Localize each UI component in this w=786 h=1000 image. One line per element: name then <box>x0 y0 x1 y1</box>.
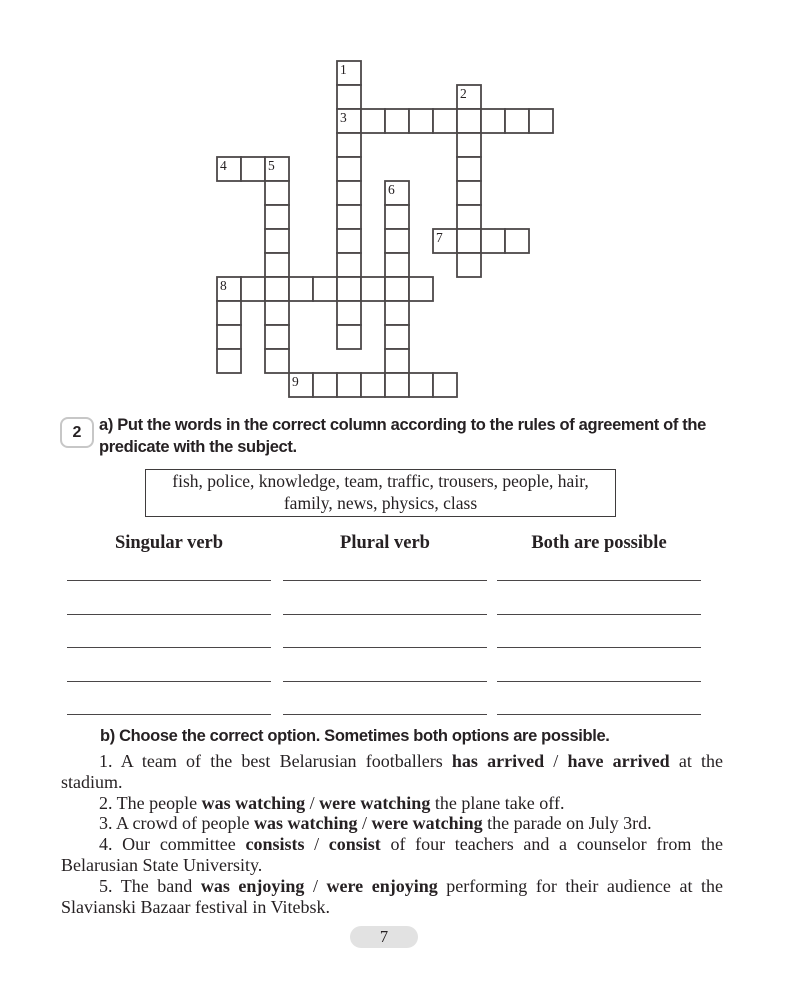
crossword-clue-number: 5 <box>268 158 275 173</box>
blank-line <box>283 647 487 681</box>
sentence-text: at the stadium. <box>61 751 723 792</box>
sentence-text: / <box>305 792 320 813</box>
crossword-cell <box>433 373 457 397</box>
sentence-text: performing for their audience at the Slavianski Bazaar festival in Vitebsk. <box>61 875 723 917</box>
crossword-cell <box>385 253 409 277</box>
page-number-pill <box>350 926 418 948</box>
crossword-cell <box>529 109 553 133</box>
sentence <box>61 876 723 918</box>
crossword-cell <box>457 181 481 205</box>
crossword-cell <box>337 133 361 157</box>
crossword-cell <box>265 349 289 373</box>
blank-lines-singular <box>67 580 271 748</box>
crossword-cell <box>337 205 361 229</box>
sentence-text: 3. A crowd of people <box>99 813 254 834</box>
crossword-cell <box>337 373 361 397</box>
crossword-cell <box>481 229 505 253</box>
crossword-cell <box>481 109 505 133</box>
column-plural-verb <box>283 533 487 748</box>
crossword-clue-number: 1 <box>340 62 347 77</box>
blank-line <box>67 614 271 648</box>
sentence <box>61 751 723 793</box>
blank-line <box>497 580 701 614</box>
crossword-cell <box>337 301 361 325</box>
blank-lines-plural <box>283 580 487 748</box>
verb-option: was enjoying <box>200 875 305 896</box>
crossword-cell <box>265 325 289 349</box>
crossword-cell <box>217 325 241 349</box>
crossword-cell <box>457 205 481 229</box>
sentence-text: of four teachers and a counselor from the Belarusian State University. <box>61 834 723 875</box>
crossword-cell <box>433 109 457 133</box>
crossword-cell <box>265 205 289 229</box>
sentence-text: / <box>304 834 329 855</box>
sentence-text: 1. A team of the best Belarusian footballers <box>99 751 452 771</box>
word-box <box>145 469 616 517</box>
verb-option: was watching <box>253 813 358 834</box>
crossword-cell <box>265 301 289 325</box>
crossword-cell <box>409 373 433 397</box>
crossword-cell <box>265 253 289 277</box>
blank-line <box>67 681 271 715</box>
crossword-clue-number: 3 <box>340 110 347 125</box>
crossword-cell <box>361 109 385 133</box>
crossword-cell <box>217 349 241 373</box>
crossword-cell <box>505 109 529 133</box>
sentence <box>61 813 723 834</box>
crossword-clue-number: 2 <box>460 86 467 101</box>
verb-option: consist <box>328 834 381 855</box>
sentence-text: the plane take off. <box>430 792 565 813</box>
crossword-cell <box>337 277 361 301</box>
blank-line <box>497 681 701 715</box>
crossword-cell <box>385 109 409 133</box>
sentence-text: 4. Our committee <box>99 834 246 855</box>
crossword-cell <box>457 253 481 277</box>
column-header-both-possible: Both are possible <box>531 533 667 553</box>
verb-option: was watching <box>201 792 306 813</box>
crossword-clue-number: 6 <box>388 182 395 197</box>
crossword-cell <box>337 85 361 109</box>
sentence <box>61 834 723 876</box>
sentence-text: 2. The people <box>99 792 202 813</box>
word-table <box>61 533 723 728</box>
crossword-clue-number: 9 <box>292 374 299 389</box>
crossword-cell <box>241 157 265 181</box>
column-header-singular-verb: Singular verb <box>114 533 224 553</box>
crossword-cell <box>457 229 481 253</box>
crossword-cell <box>457 109 481 133</box>
column-singular-verb <box>67 533 271 748</box>
blank-line <box>67 647 271 681</box>
crossword-cell <box>505 229 529 253</box>
column-both-possible <box>497 533 701 748</box>
verb-option: were watching <box>371 813 483 834</box>
crossword-cell <box>409 109 433 133</box>
verb-option: has arrived <box>451 751 545 771</box>
crossword-cell <box>385 301 409 325</box>
sentence-text: 5. The band <box>99 875 201 896</box>
crossword-cell <box>337 157 361 181</box>
crossword-cell <box>361 277 385 301</box>
crossword-cell <box>265 277 289 301</box>
crossword-clue-number: 8 <box>220 278 227 293</box>
crossword-cell <box>337 181 361 205</box>
crossword-cell <box>337 229 361 253</box>
verb-option: consists <box>245 834 305 855</box>
page-number: 7 <box>379 927 389 946</box>
crossword-cell <box>265 181 289 205</box>
blank-line <box>283 614 487 648</box>
crossword-cell <box>385 229 409 253</box>
exercise-part-b-title: b) Choose the correct option. Sometimes both options are possible. <box>100 727 610 745</box>
sentence-list <box>61 751 723 917</box>
blank-line <box>283 580 487 614</box>
exercise-number-badge <box>60 417 94 448</box>
crossword-cell <box>385 277 409 301</box>
crossword-cell <box>457 157 481 181</box>
crossword-cell <box>241 277 265 301</box>
exercise-part-a-title: a) Put the words in the correct column according to the rules of agreement of the predicate with the subject. <box>99 416 706 456</box>
sentence-text: the parade on July 3rd. <box>482 813 652 834</box>
verb-option: were watching <box>319 792 431 813</box>
sentence-text: / <box>304 875 327 896</box>
sentence-text: / <box>357 813 372 834</box>
crossword-cell <box>217 301 241 325</box>
crossword-clue-number: 4 <box>220 158 227 173</box>
crossword-grid <box>215 59 555 399</box>
crossword-cell <box>385 325 409 349</box>
exercise-number: 2 <box>72 423 82 441</box>
blank-line <box>283 681 487 715</box>
verb-option: have arrived <box>567 751 670 771</box>
sentence <box>61 793 723 814</box>
blank-lines-both <box>497 580 701 748</box>
word-box-text: fish, police, knowledge, team, traffic, trousers, people, hair, family, news, physics, class <box>172 471 589 513</box>
crossword-cell <box>337 253 361 277</box>
crossword-cell <box>289 277 313 301</box>
crossword-cell <box>313 373 337 397</box>
crossword-cell <box>337 325 361 349</box>
crossword-cell <box>457 133 481 157</box>
verb-option: were enjoying <box>326 875 438 896</box>
crossword-cell <box>385 205 409 229</box>
crossword-cell <box>385 349 409 373</box>
crossword-cell <box>409 277 433 301</box>
blank-line <box>497 614 701 648</box>
sentence-text: / <box>544 751 568 771</box>
crossword-clue-number: 7 <box>436 230 443 245</box>
crossword-cell <box>313 277 337 301</box>
crossword-cell <box>361 373 385 397</box>
blank-line <box>497 647 701 681</box>
column-header-plural-verb: Plural verb <box>340 533 430 553</box>
crossword-cell <box>385 373 409 397</box>
exercise-2-header <box>60 415 725 458</box>
crossword-cell <box>265 229 289 253</box>
blank-line <box>67 580 271 614</box>
